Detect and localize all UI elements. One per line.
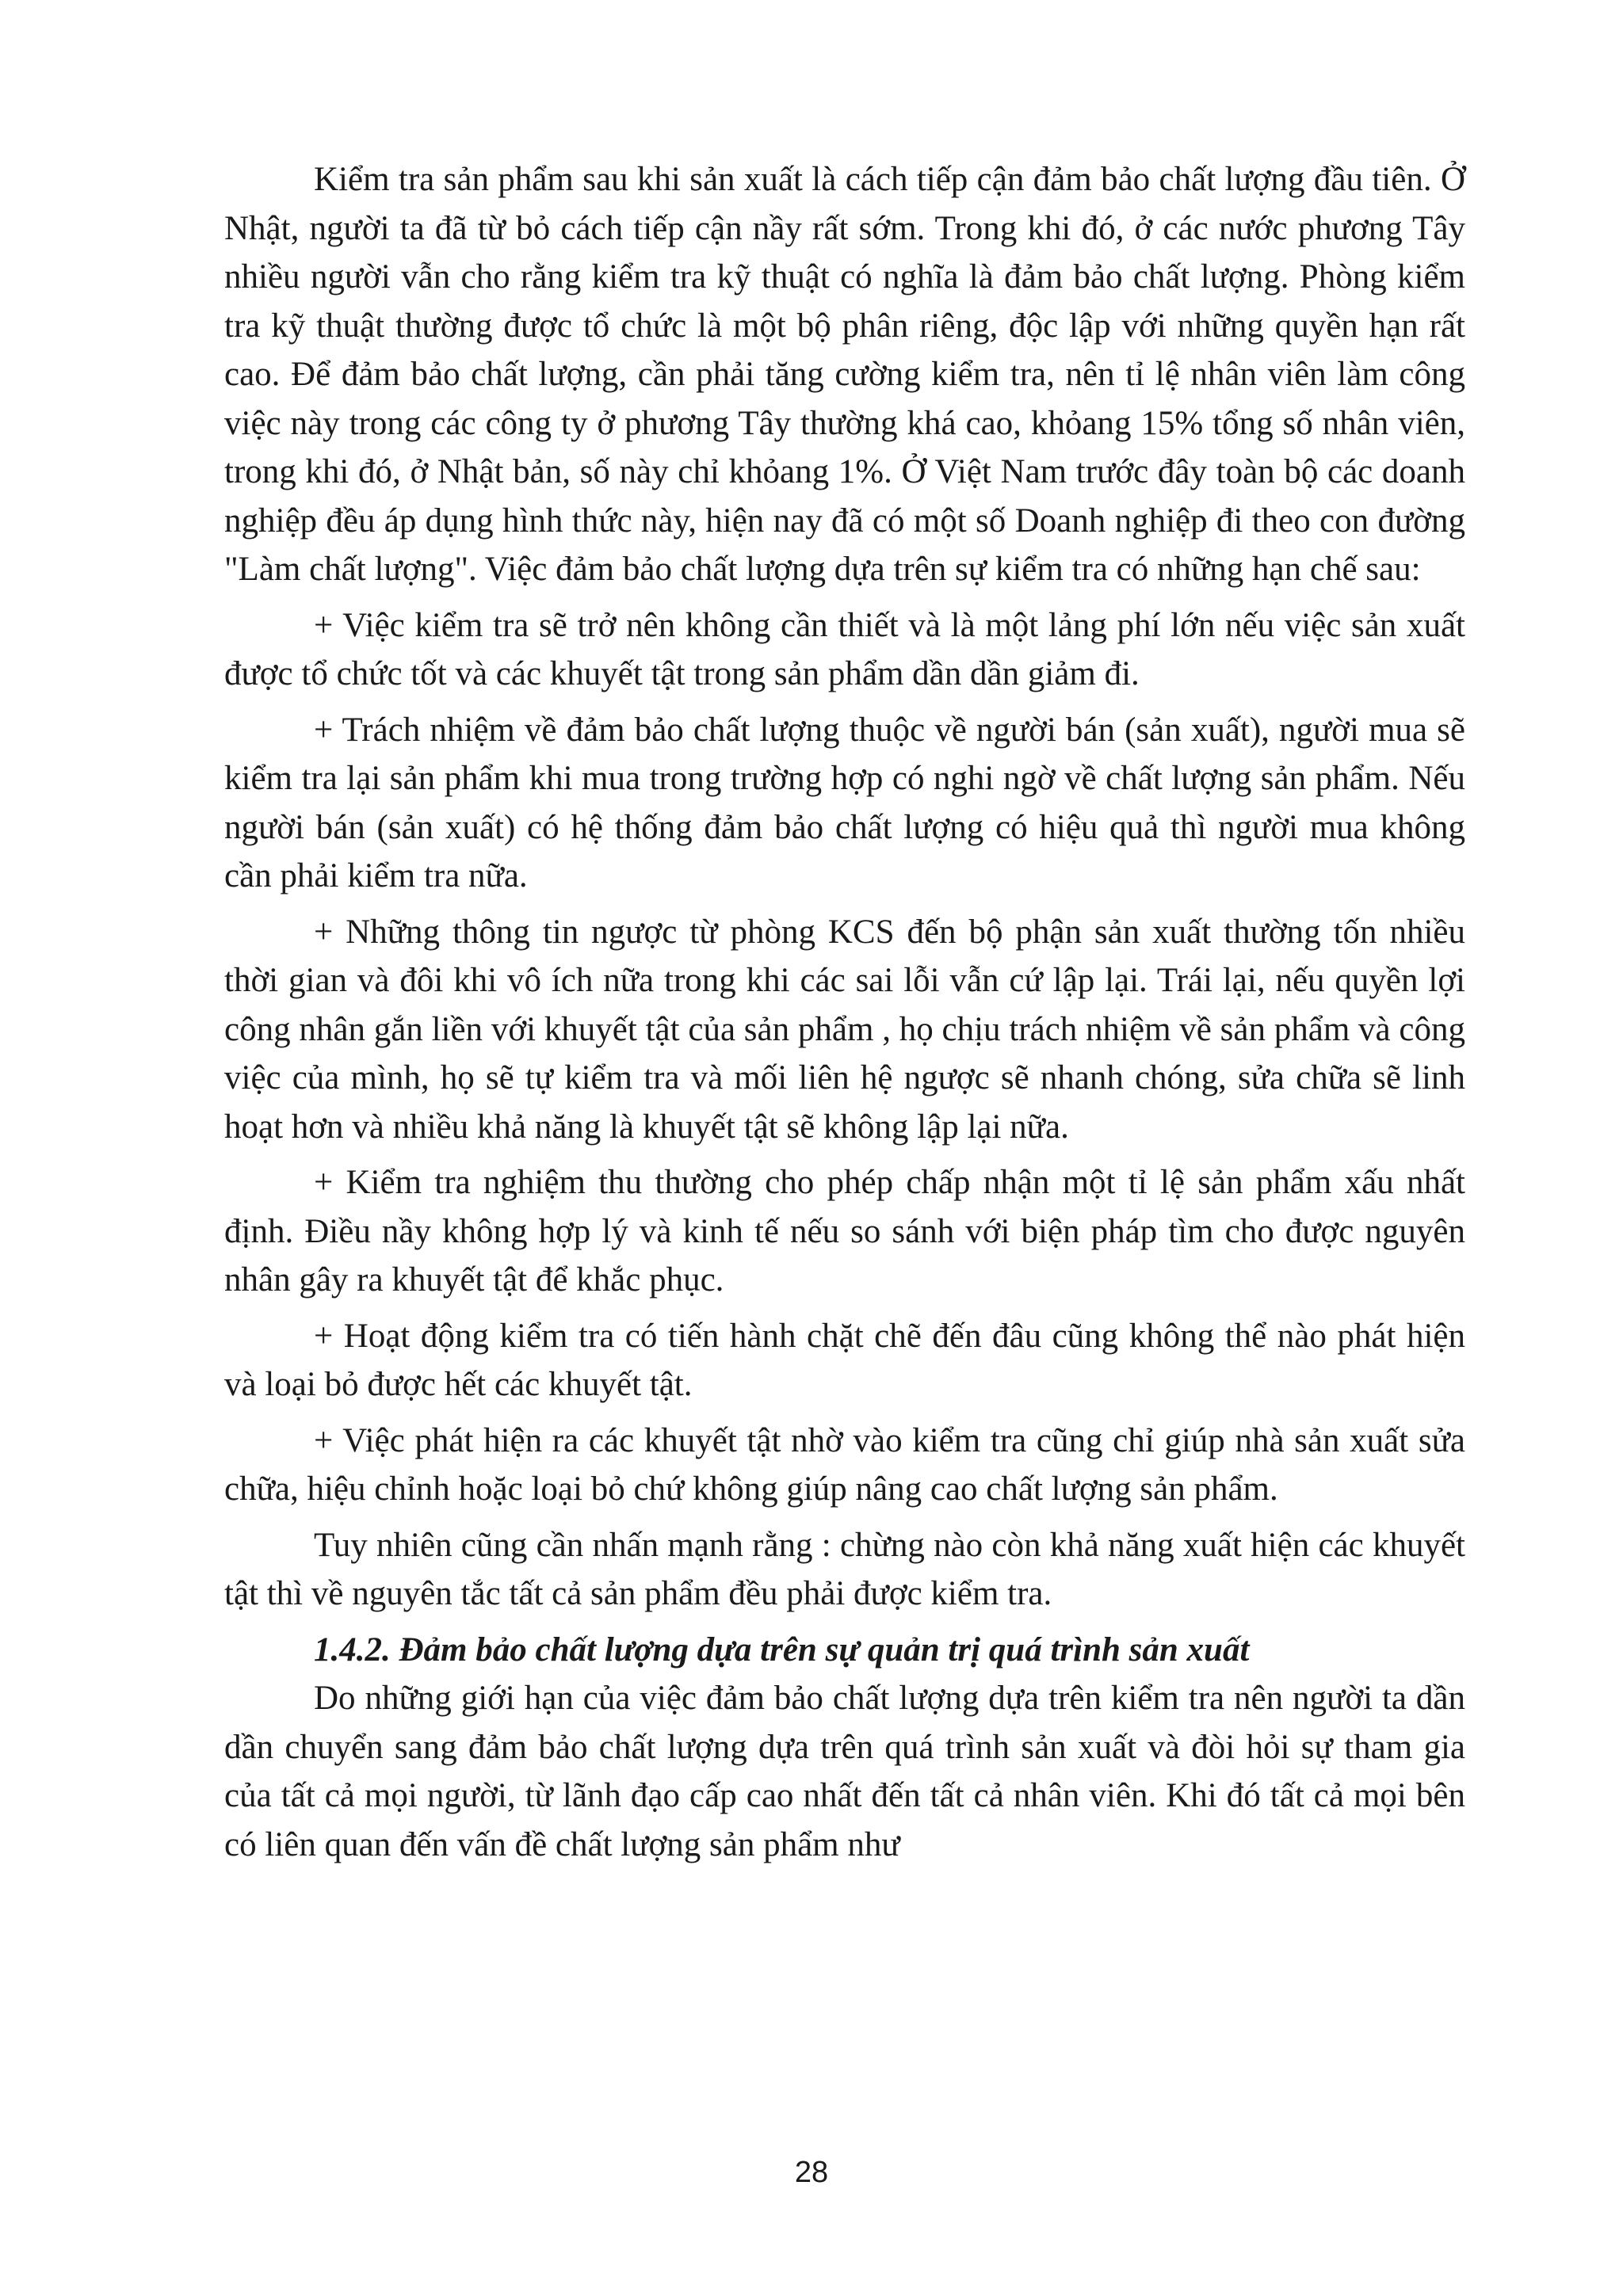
paragraph-closing: Do những giới hạn của việc đảm bảo chất lượng dựa trên kiểm tra nên người ta dần dần chuyển sang đảm bảo chất lượng dựa trên quá trình sản xuất và đòi hỏi sự tham gia của tất cả mọi người, từ lãnh đạo cấp cao nhất đến tất cả nhân viên. Khi đó tất cả mọi bên có liên quan đến vấn đề chất lượng sản phẩm như [224, 1680, 1465, 1863]
section-heading: 1.4.2. Đảm bảo chất lượng dựa trên sự quản trị quá trình sản xuất [314, 1630, 1250, 1669]
paragraph-limitation-2: + Trách nhiệm về đảm bảo chất lượng thuộc về người bán (sản xuất), người mua sẽ kiểm tra lại sản phẩm khi mua trong trường hợp có nghi ngờ về chất lượng sản phẩm. Nếu người bán (sản xuất) có hệ thống đảm bảo chất lượng có hiệu quả thì người mua không cần phải kiểm tra nữa. [224, 711, 1465, 894]
paragraph-limitation-1: + Việc kiểm tra sẽ trở nên không cần thiết và là một lảng phí lớn nếu việc sản xuất được tổ chức tốt và các khuyết tật trong sản phẩm dần dần giảm đi. [224, 606, 1465, 692]
paragraph-limitation-6: + Việc phát hiện ra các khuyết tật nhờ vào kiểm tra cũng chỉ giúp nhà sản xuất sửa chữa, hiệu chỉnh hoặc loại bỏ chứ không giúp nâng cao chất lượng sản phẩm. [224, 1421, 1465, 1508]
paragraph-limitation-4: + Kiểm tra nghiệm thu thường cho phép chấp nhận một tỉ lệ sản phẩm xấu nhất định. Điều nầy không hợp lý và kinh tế nếu so sánh với biện pháp tìm cho được nguyên nhân gây ra khuyết tật để khắc phục. [224, 1164, 1465, 1299]
paragraph-intro: Kiểm tra sản phẩm sau khi sản xuất là cách tiếp cận đảm bảo chất lượng đầu tiên. Ở Nhật, người ta đã từ bỏ cách tiếp cận nầy rất sớm. Trong khi đó, ở các nước phương Tây nhiều người vẫn cho rằng kiểm tra kỹ thuật có nghĩa là đảm bảo chất lượng. Phòng kiểm tra kỹ thuật thường được tổ chức là một bộ phân riêng, độc lập với những quyền hạn rất cao. Để đảm bảo chất lượng, cần phải tăng cường kiểm tra, nên tỉ lệ nhân viên làm công việc này trong các công ty ở phương Tây thường khá cao, khỏang 15% tổng số nhân viên, trong khi đó, ở Nhật bản, số này chỉ khỏang 1%. Ở Việt Nam trước đây toàn bộ các doanh nghiệp đều áp dụng hình thức này, hiện nay đã có một số Doanh nghiệp đi theo con đường "Làm chất lượng". Việc đảm bảo chất lượng dựa trên sự kiểm tra có những hạn chế sau: [224, 161, 1465, 588]
paragraph-conclusion: Tuy nhiên cũng cần nhấn mạnh rằng : chừng nào còn khả năng xuất hiện các khuyết tật thì về nguyên tắc tất cả sản phẩm đều phải được kiểm tra. [224, 1526, 1465, 1612]
paragraph-limitation-5: + Hoạt động kiểm tra có tiến hành chặt chẽ đến đâu cũng không thể nào phát hiện và loại bỏ được hết các khuyết tật. [224, 1317, 1465, 1403]
paragraph-limitation-3: + Những thông tin ngược từ phòng KCS đến bộ phận sản xuất thường tốn nhiều thời gian và đôi khi vô ích nữa trong khi các sai lỗi vẫn cứ lập lại. Trái lại, nếu quyền lợi công nhân gắn liền với khuyết tật của sản phẩm , họ chịu trách nhiệm về sản phẩm và công việc của mình, họ sẽ tự kiểm tra và mối liên hệ ngược sẽ nhanh chóng, sửa chữa sẽ linh hoạt hơn và nhiều khả năng là khuyết tật sẽ không lập lại nữa. [224, 913, 1465, 1146]
page-number: 28 [794, 2156, 829, 2189]
page-body [224, 155, 1465, 1869]
